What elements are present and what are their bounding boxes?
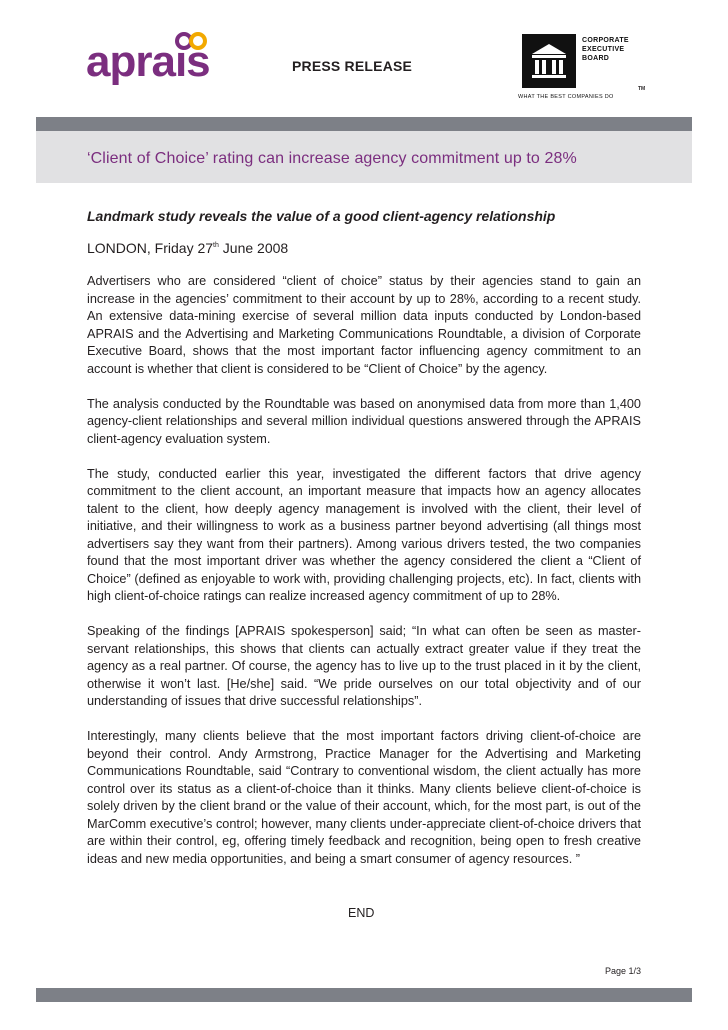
ceb-emblem xyxy=(522,34,576,88)
trademark-mark: TM xyxy=(638,86,646,92)
ceb-logo xyxy=(518,34,650,106)
end-marker: END xyxy=(348,906,375,920)
ceb-tagline: WHAT THE BEST COMPANIES DO xyxy=(518,94,614,100)
dateline-suffix: June 2008 xyxy=(218,240,289,256)
body-paragraph: Interestingly, many clients believe that the most important factors driving client-of-choice are beyond their control. Andy Armstrong, Practice Manager for the Advertising and Marketing Communications Roundtable, said “Contrary to conventional wisdom, the client actually has more control over its status as a client-of-choice than it thinks. Many clients believe client-of-choice is solely driven by the client brand or the value of their account, which, for the most part, is out of the MarComm executive’s control; however, many clients under-appreciate client-of-choice drivers that are within their control, eg, offering timely feedback and recognition, being open to fresh creative ideas and new media opportunities, and being a smart consumer of agency resources. ” xyxy=(87,729,641,866)
dateline-prefix: LONDON, Friday 27 xyxy=(87,240,214,256)
ceb-name-line: BOARD xyxy=(582,55,610,62)
press-release-label: PRESS RELEASE xyxy=(292,58,413,74)
apraiss-logo-text: apraıs xyxy=(86,37,210,86)
apraiss-logo xyxy=(86,30,226,90)
ceb-name xyxy=(582,36,642,63)
headline: ‘Client of Choice’ rating can increase agency commitment up to 28% xyxy=(87,150,577,167)
ceb-name-line: CORPORATE xyxy=(582,37,629,44)
body-paragraph: The study, conducted earlier this year, investigated the different factors that drive agency commitment to the client account, an important measure that impacts how an agency allocates talent to the client, how deeply agency management is involved with the client, their level of initiative, and their willingness to work as a business partner beyond advertising (all things most advertisers say they want from their partners). Among various drivers tested, the two companies found that the most important driver was whether the agency considered the client a “Client of Choice” (defined as enjoyable to work with, providing challenging projects, etc). In fact, clients with high client-of-choice ratings can realize increased agency commitment of up to 28%. xyxy=(87,466,641,603)
header-divider-bar xyxy=(36,117,692,131)
footer-divider-bar xyxy=(36,988,692,1002)
dateline-superscript: th xyxy=(213,242,219,249)
body-paragraph: Advertisers who are considered “client of choice” status by their agencies stand to gain an increase in the agencies’ commitment to their account by up to 28%, according to a recent study. An extensive data-mining exercise of several million data inputs conducted by London-based APRAIS and the Advertising and Marketing Communications Roundtable, a division of Corporate Executive Board, shows that the most important factor influencing agency commitment to an account is whether that client is considered to be “Client of Choice” by the agency. xyxy=(87,274,641,376)
page-number: Page 1/3 xyxy=(605,966,642,976)
dateline xyxy=(87,240,288,256)
body-paragraph: Speaking of the findings [APRAIS spokesperson] said; “In what can often be seen as master-servant relationships, this shows that clients can actually extract greater value if they treat the agency as a real partner. Of course, the agency has to live up to the trust placed in it by the client, otherwise it won’t last. [He/she] said. “We pride ourselves on our total objectivity and of our understanding of issues that drive successful relationships”. xyxy=(87,624,641,708)
ceb-name-line: EXECUTIVE xyxy=(582,46,625,53)
body-paragraph: The analysis conducted by the Roundtable was based on anonymised data from more than 1,400 agency-client relationships and several million individual questions answered through the APRAIS client-agency evaluation system. xyxy=(87,396,641,446)
building-icon xyxy=(522,34,576,88)
interlocking-rings-icon xyxy=(174,30,210,52)
subheadline: Landmark study reveals the value of a good client-agency relationship xyxy=(87,208,556,224)
body-text xyxy=(87,273,641,886)
